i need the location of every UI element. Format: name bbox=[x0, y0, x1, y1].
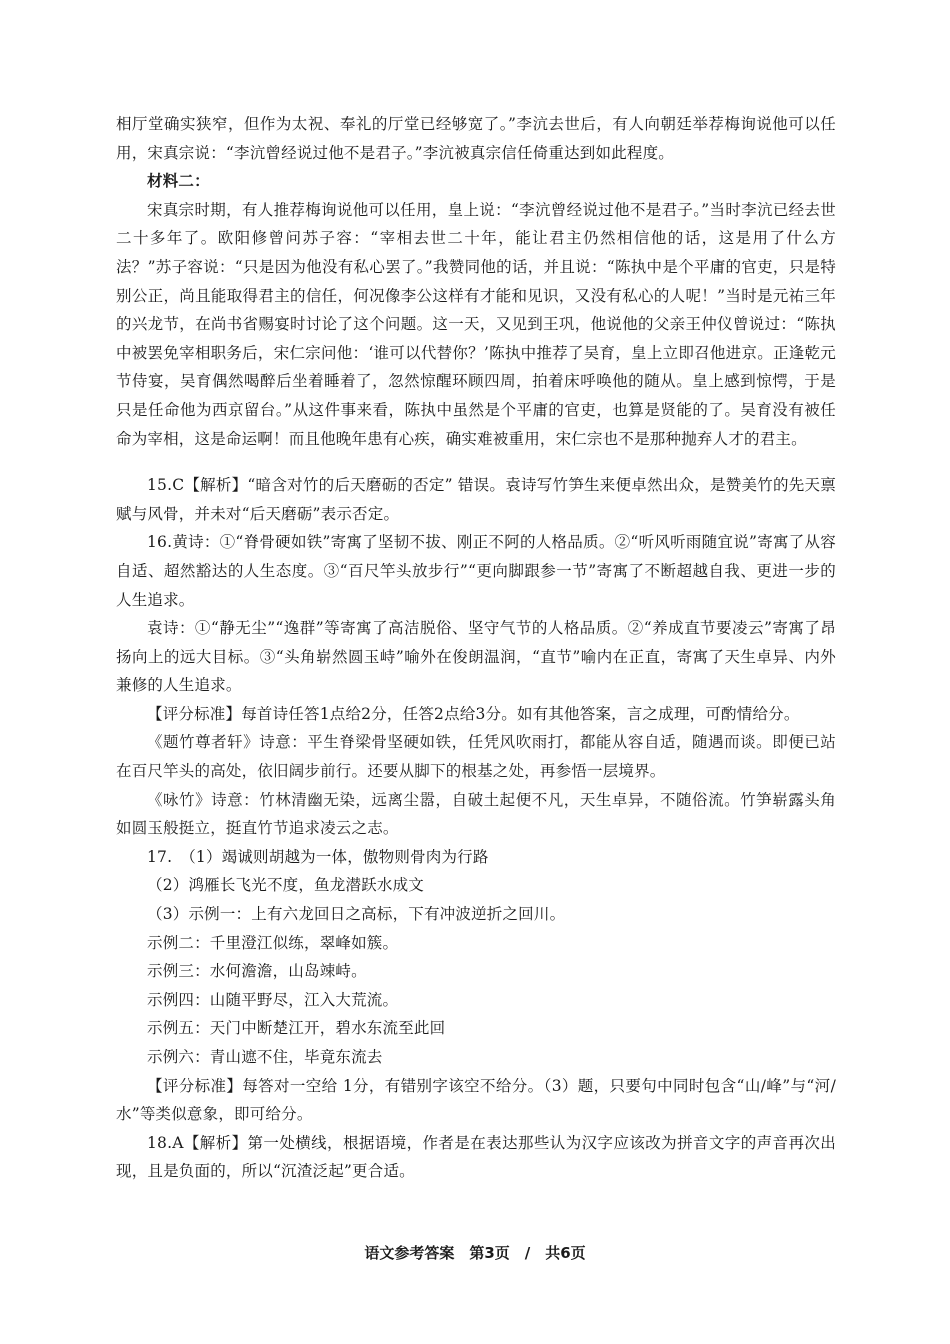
q17-line: 示例四：山随平野尽，江入大荒流。 bbox=[147, 990, 399, 1009]
material1-tail: 相厅堂确实狭窄，但作为太祝、奉礼的厅堂已经够宽了。”李沆去世后，有人向朝廷举荐梅询说他可以任用，宋真宗说：“李沆曾经说过他不是君子。”李沆被真宗信任倚重达到如此程度。 bbox=[116, 115, 836, 162]
q16-yuan-answer: 袁诗：①“静无尘”“逸群”等寄寓了高洁脱俗、坚守气节的人格品质。②“养成直节要凌云”寄寓了昂扬向上的远大目标。③“头角崭然圆玉峙”喻外在俊朗温润，“直节”喻内在正直，寄寓了天生卓异、内外兼修的人生追求。 bbox=[116, 619, 836, 695]
q15-answer: 15.C【解析】“暗含对竹的后天磨砺的否定” 错误。袁诗写竹笋生来便卓然出众，是赞美竹的先天禀赋与风骨，并未对“后天磨砺”表示否定。 bbox=[116, 476, 836, 523]
page-footer: 语文参考答案 第3页 / 共6页 bbox=[364, 1244, 586, 1262]
q17-line: 17. （1）竭诚则胡越为一体，傲物则骨肉为行路 bbox=[147, 847, 489, 866]
q17-line: 示例三：水何澹澹，山岛竦峙。 bbox=[147, 962, 367, 981]
material2-text: 宋真宗时期，有人推荐梅询说他可以任用，皇上说：“李沆曾经说过他不是君子。”当时李沆已经去世二十多年了。欧阳修曾问苏子容：“宰相去世二十年，能让君主仍然相信他的话，这是用了什么方法？”苏子容说：“只是因为他没有私心罢了。”我赞同他的话，并且说：“陈执中是个平庸的官吏，只是特别公正，尚且能取得君主的信任，何况像李公这样有才能和见识，又没有私心的人呢！”当时是元祐三年的兴龙节，在尚书省赐宴时讨论了这个问题。这一天，又见到王巩，他说他的父亲王仲仪曾说过：“陈执中被罢免宰相职务后，宋仁宗问他：‘谁可以代替你？’陈执中推荐了吴育，皇上立即召他进京。正逢乾元节侍宴，吴育偶然喝醉后坐着睡着了，忽然惊醒环顾四周，拍着床呼唤他的随从。皇上感到惊愕，于是只是任命他为西京留台。”从这件事来看，陈执中虽然是个平庸的官吏，也算是贤能的了。吴育没有被任命为宰相，这是命运啊！而且他晚年患有心疾，确实难被重用，宋仁宗也不是那种抛弃人才的君主。 bbox=[116, 200, 836, 448]
q17-line: 示例五：天门中断楚江开，碧水东流至此回 bbox=[147, 1019, 446, 1038]
q17-line: 示例二：千里澄江似练，翠峰如簇。 bbox=[147, 933, 399, 952]
material2-heading: 材料二： bbox=[147, 171, 210, 191]
q17-scoring: 【评分标准】每答对一空给 1分，有错别字该空不给分。（3）题，只要句中同时包含“山/峰”与“河/水”等类似意象，即可给分。 bbox=[116, 1076, 836, 1124]
answer-content bbox=[116, 110, 836, 1186]
q17-line: （2）鸿雁长飞光不度，鱼龙潜跃水成文 bbox=[147, 876, 424, 895]
q16-scoring: 【评分标准】每首诗任答1点给2分，任答2点给3分。如有其他答案，言之成理，可酌情给分。 bbox=[147, 704, 800, 723]
q17-line: （3）示例一：上有六龙回日之高标，下有冲波逆折之回川。 bbox=[147, 905, 566, 924]
q16-huang-answer: 16.黄诗：①“脊骨硬如铁”寄寓了坚韧不拔、刚正不阿的人格品质。②“听风听雨随宜说”寄寓了从容自适、超然豁达的人生态度。③“百尺竿头放步行”“更向脚跟参一节”寄寓了不断超越自我、更进一步的人生追求。 bbox=[116, 533, 836, 609]
q16-poem2-meaning: 《咏竹》诗意：竹林清幽无染，远离尘嚣，自破土起便不凡，天生卓异，不随俗流。竹笋崭露头角如圆玉般挺立，挺直竹节追求凌云之志。 bbox=[116, 790, 836, 838]
q16-poem1-meaning: 《题竹尊者轩》诗意：平生脊梁骨坚硬如铁，任凭风吹雨打，都能从容自适，随遇而谈。即便已站在百尺竿头的高处，依旧阔步前行。还要从脚下的根基之处，再参悟一层境界。 bbox=[116, 733, 836, 781]
q18-answer: 18.A【解析】第一处横线，根据语境，作者是在表达那些认为汉字应该改为拼音文字的声音再次出现，且是负面的，所以“沉渣泛起”更合适。 bbox=[116, 1133, 836, 1181]
q17-line: 示例六：青山遮不住，毕竟东流去 bbox=[147, 1048, 383, 1066]
